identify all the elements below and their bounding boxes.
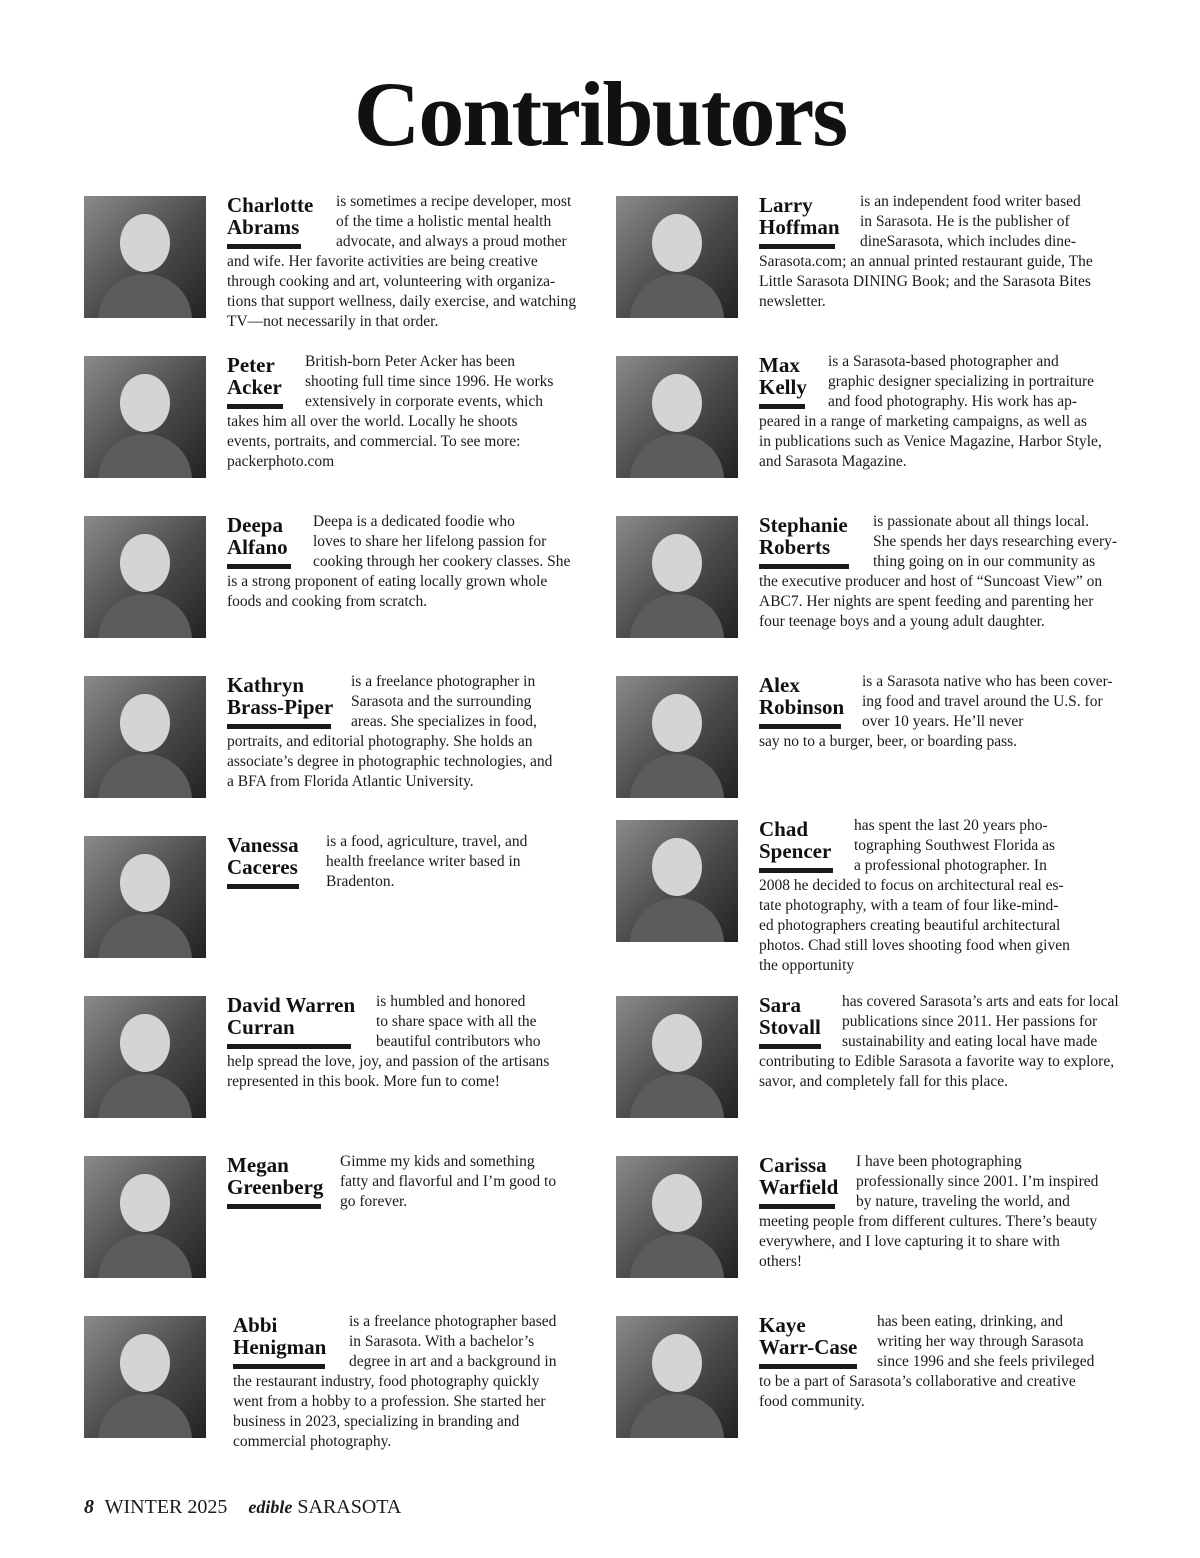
- contributor-name: Chad Spencer: [759, 817, 832, 863]
- contributor-name: Carissa Warfield: [759, 1153, 839, 1199]
- contributor-photo: [616, 676, 738, 798]
- contributor-name: Kaye Warr-Case: [759, 1313, 858, 1359]
- bio-lead: Gimme my kids and something fatty and flavorful and I’m good to go forever.: [340, 1153, 557, 1210]
- name-underline: [227, 564, 291, 569]
- contributor-name: Deepa Alfano: [227, 513, 288, 559]
- page-footer: [84, 1496, 401, 1519]
- bio-text: contributing to Edible Sarasota a favorite way to explore, savor, and completely fall for this place.: [759, 1053, 1115, 1090]
- contributor-photo: [616, 820, 738, 942]
- bio-lead: has spent the last 20 years pho- tographing Southwest Florida as a professional photographer. In: [854, 817, 1056, 874]
- contributor-card: [84, 1153, 594, 1284]
- name-underline: [759, 564, 849, 569]
- name-underline: [759, 1204, 835, 1209]
- contributor-name: Kathryn Brass-Piper: [227, 673, 334, 719]
- contributor-photo: [84, 516, 206, 638]
- contributor-card: [84, 673, 594, 804]
- name-underline: [759, 244, 835, 249]
- name-underline: [759, 868, 833, 873]
- contributor-card: [84, 193, 594, 330]
- bio-text: 2008 he decided to focus on architectural real es- tate photography, with a team of four like-mind- ed photographers creating beautiful architectural photos. Chad still loves shooting food when given the opportunity: [759, 877, 1070, 974]
- contributor-card: [84, 1313, 594, 1450]
- bio-lead: British-born Peter Acker has been shooting full time since 1996. He works extensively in corporate events, which: [305, 353, 554, 410]
- bio-text: say no to a burger, beer, or boarding pass.: [759, 733, 1018, 750]
- name-underline: [227, 724, 331, 729]
- name-underline: [227, 244, 301, 249]
- name-underline: [759, 1364, 857, 1369]
- name-underline: [227, 1044, 351, 1049]
- contributor-card: [616, 673, 1126, 804]
- contributor-card: [84, 993, 594, 1124]
- contributor-card: [616, 993, 1126, 1124]
- name-underline: [759, 1044, 821, 1049]
- bio-lead: is an independent food writer based in Sarasota. He is the publisher of dineSarasota, which includes dine-: [860, 193, 1081, 250]
- bio-text: to be a part of Sarasota’s collaborative and creative food community.: [759, 1373, 1076, 1410]
- contributor-card: [616, 817, 1126, 980]
- contributor-card: [616, 353, 1126, 484]
- contributor-card: [616, 513, 1126, 644]
- name-underline: [233, 1364, 325, 1369]
- bio-text: help spread the love, joy, and passion of the artisans represented in this book. More fun to come!: [227, 1053, 550, 1090]
- contributor-photo: [84, 836, 206, 958]
- contributor-name: Stephanie Roberts: [759, 513, 848, 559]
- name-underline: [759, 404, 805, 409]
- contributor-name: Max Kelly: [759, 353, 807, 399]
- bio-lead: is a Sarasota-based photographer and graphic designer specializing in portraiture and food photography. His work has ap-: [828, 353, 1094, 410]
- name-underline: [759, 724, 841, 729]
- contributor-card: [84, 513, 594, 644]
- contributor-name: David Warren Curran: [227, 993, 356, 1039]
- contributor-photo: [84, 356, 206, 478]
- contributor-name: Larry Hoffman: [759, 193, 840, 239]
- bio-lead: is sometimes a recipe developer, most of the time a holistic mental health advocate, and always a proud mother: [336, 193, 572, 250]
- contributor-card: [84, 833, 594, 964]
- contributor-photo: [84, 996, 206, 1118]
- contributor-photo: [616, 1156, 738, 1278]
- bio-lead: has covered Sarasota’s arts and eats for local publications since 2011. Her passions for sustainability and eating local have made: [842, 993, 1119, 1050]
- bio-lead: is a food, agriculture, travel, and health freelance writer based in Bradenton.: [326, 833, 528, 890]
- name-underline: [227, 404, 283, 409]
- contributor-photo: [84, 676, 206, 798]
- bio-text: takes him all over the world. Locally he shoots events, portraits, and commercial. To see more: packerphoto.com: [227, 413, 521, 470]
- bio-text: portraits, and editorial photography. She holds an associate’s degree in photographic technologies, and a BFA from Florida Atlantic University.: [227, 733, 553, 790]
- contributor-photo: [616, 356, 738, 478]
- contributor-photo: [616, 196, 738, 318]
- contributor-photo: [616, 516, 738, 638]
- brand-name: SARASOTA: [297, 1496, 402, 1518]
- contributor-card: [616, 1313, 1126, 1444]
- bio-lead: Deepa is a dedicated foodie who loves to share her lifelong passion for cooking through her cookery classes. She: [313, 513, 571, 570]
- bio-lead: is passionate about all things local. She spends her days researching every- thing going on in our community as: [873, 513, 1118, 570]
- page-title: Contributors: [353, 63, 847, 165]
- bio-lead: is a Sarasota native who has been cover- ing food and travel around the U.S. for over 10 years. He’ll never: [862, 673, 1113, 730]
- bio-lead: has been eating, drinking, and writing her way through Sarasota since 1996 and she feels privileged: [877, 1313, 1095, 1370]
- contributor-name: Sara Stovall: [759, 993, 821, 1039]
- bio-text: the restaurant industry, food photography quickly went from a hobby to a profession. She started her business in 2023, specializing in branding and commercial photography.: [233, 1373, 546, 1450]
- contributor-name: Peter Acker: [227, 353, 282, 399]
- issue-label: WINTER 2025: [104, 1496, 228, 1518]
- name-underline: [227, 1204, 321, 1209]
- bio-lead: is a freelance photographer based in Sarasota. With a bachelor’s degree in art and a background in: [349, 1313, 557, 1370]
- contributor-name: Abbi Henigman: [233, 1313, 327, 1359]
- bio-text: is a strong proponent of eating locally grown whole foods and cooking from scratch.: [227, 573, 548, 610]
- bio-text: meeting people from different cultures. There’s beauty everywhere, and I love capturing it to share with others!: [759, 1213, 1098, 1270]
- contributor-photo: [616, 996, 738, 1118]
- page-number: 8: [84, 1496, 94, 1518]
- contributor-name: Charlotte Abrams: [227, 193, 314, 239]
- contributor-photo: [616, 1316, 738, 1438]
- bio-lead: I have been photographing professionally since 2001. I’m inspired by nature, traveling the world, and: [856, 1153, 1099, 1210]
- name-underline: [227, 884, 299, 889]
- contributor-name: Vanessa Caceres: [227, 833, 299, 879]
- brand-script: edible: [248, 1497, 293, 1517]
- contributor-photo: [84, 196, 206, 318]
- contributor-photo: [84, 1316, 206, 1438]
- bio-text: the executive producer and host of “Suncoast View” on ABC7. Her nights are spent feeding and parenting her four teenage boys and a young adult daughter.: [759, 573, 1103, 630]
- bio-lead: is humbled and honored to share space with all the beautiful contributors who: [376, 993, 541, 1050]
- contributor-name: Megan Greenberg: [227, 1153, 324, 1199]
- contributor-photo: [84, 1156, 206, 1278]
- contributor-card: [616, 1153, 1126, 1284]
- bio-text: and wife. Her favorite activities are being creative through cooking and art, volunteering with organiza- tions that support wellness, daily exercise, and watching TV—not necessarily in that order.: [227, 253, 577, 330]
- contributor-name: Alex Robinson: [759, 673, 845, 719]
- bio-text: peared in a range of marketing campaigns, as well as in publications such as Venice Magazine, Harbor Style, and Sarasota Magazine.: [759, 413, 1102, 470]
- bio-text: Sarasota.com; an annual printed restaurant guide, The Little Sarasota DINING Book; and the Sarasota Bites newsletter.: [759, 253, 1093, 310]
- contributor-card: [84, 353, 594, 484]
- bio-lead: is a freelance photographer in Sarasota and the surrounding areas. She specializes in food,: [351, 673, 537, 730]
- contributor-card: [616, 193, 1126, 324]
